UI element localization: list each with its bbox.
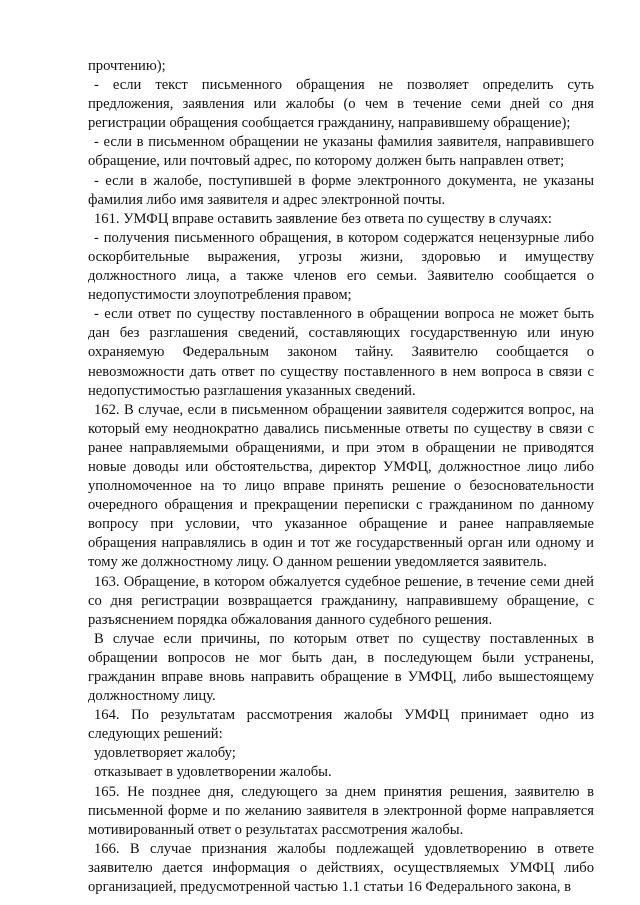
paragraph-162: 162. В случае, если в письменном обращении заявителя содержится вопрос, на который ему неоднократно давались письменные ответы по существу в связи с ранее направляемыми обращениями, и при этом в обращении не приводятся новые доводы или обстоятельства, директор УМФЦ, должностное лицо либо уполномоченное на то лицо вправе принять решение о безосновательности очередного обращения и прекращении переписки с гражданином по данному вопросу при условии, что указанное обращение и ранее направляемые обращения направлялись в один и тот же государственный орган или одному и тому же должностному лицу. О данном решении уведомляется заявитель. [88, 401, 594, 571]
document-page [88, 57, 594, 897]
decision-satisfy: удовлетворяет жалобу; [94, 745, 236, 762]
list-item-offensive-content: - получения письменного обращения, в котором содержатся нецензурные либо оскорбительные выражения, угрозы жизни, здоровью и имуществу должностного лица, а также членов его семьи. Заявителю сообщается о недопустимости злоупотребления правом; [88, 229, 594, 304]
list-item-secret-information: - если ответ по существу поставленного в обращении вопроса не может быть дан без разглашения сведений, составляющих государственную или иную охраняемую Федеральным законом тайну. Заявителю сообщается о невозможности дать ответ по существу поставленного в нем вопроса в связи с недопустимостью разглашения указанных сведений. [88, 306, 594, 399]
paragraph-165: 165. Не позднее дня, следующего за днем принятия решения, заявителю в письменной форме и по желанию заявителя в электронной форме направляется мотивированный ответ о результатах рассмотрения жалобы. [88, 783, 594, 838]
paragraph-continuation: прочтению); [88, 58, 166, 74]
list-item-electronic-complaint: - если в жалобе, поступившей в форме электронного документа, не указаны фамилия либо имя заявителя и адрес электронной почты. [88, 172, 594, 208]
decision-refuse: отказывает в удовлетворении жалобы. [94, 764, 332, 781]
list-item-no-name-address: - если в письменном обращении не указаны фамилия заявителя, направившего обращение, или почтовый адрес, по которому должен быть направлен ответ; [88, 134, 594, 170]
paragraph-166: 166. В случае признания жалобы подлежащей удовлетворению в ответе заявителю дается информация о действиях, осуществляемых УМФЦ либо организацией, предусмотренной частью 1.1 статьи 16 Федерального закона, в [88, 840, 594, 896]
paragraph-163-continued: В случае если причины, по которым ответ по существу поставленных в обращении вопросов не мог быть дан, в последующем были устранены, гражданин вправе вновь направить обращение в УМФЦ, либо вышестоящему должностному лицу. [88, 630, 594, 705]
paragraph-161: 161. УМФЦ вправе оставить заявление без ответа по существу в случаях: [94, 210, 552, 227]
paragraph-164: 164. По результатам рассмотрения жалобы УМФЦ принимает одно из следующих решений: [88, 707, 594, 743]
paragraph-163: 163. Обращение, в котором обжалуется судебное решение, в течение семи дней со дня регистрации возвращается гражданину, направившему обращение, с разъяснением порядка обжалования данного судебного решения. [88, 573, 594, 628]
list-item-text-undefined: - если текст письменного обращения не позволяет определить суть предложения, заявления или жалобы (о чем в течение семи дней со дня регистрации обращения сообщается гражданину, направившему обращение); [88, 77, 594, 132]
